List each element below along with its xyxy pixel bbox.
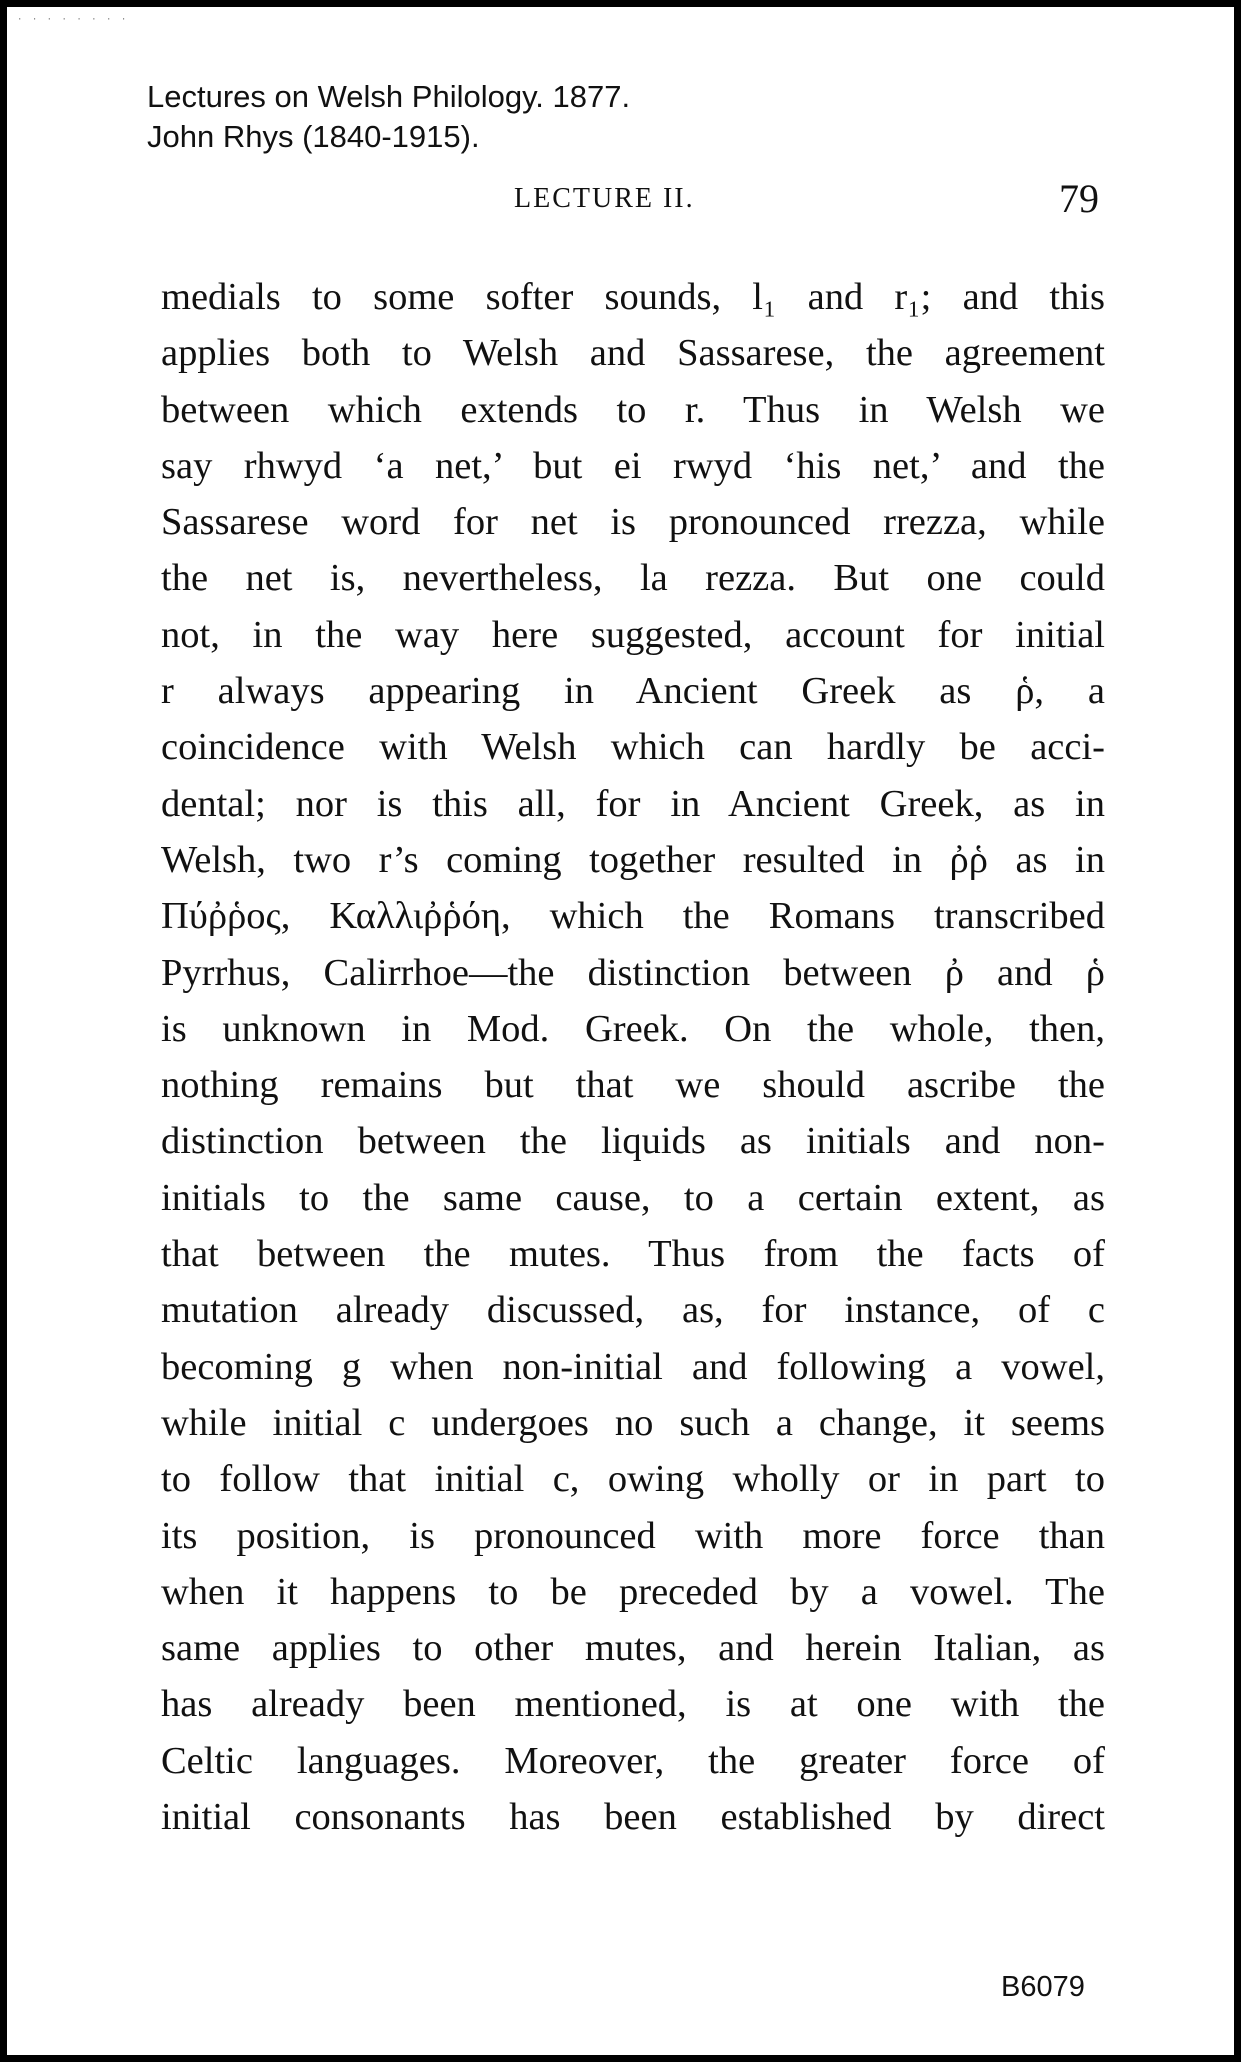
text-line: is unknown in Mod. Greek. On the whole, then, bbox=[161, 1007, 1105, 1050]
text-line: say rhwyd ‘a net,’ but ei rwyd ‘his net,’ and the bbox=[161, 444, 1105, 487]
text-line: applies both to Welsh and Sassarese, the agreement bbox=[161, 332, 1105, 375]
text-line: has already been mentioned, is at one with the bbox=[161, 1683, 1105, 1726]
text-line: medials to some softer sounds, l₁ and r₁; and this bbox=[161, 276, 1105, 318]
text-line: to follow that initial c, owing wholly or in part to bbox=[161, 1458, 1105, 1501]
text-line: that between the mutes. Thus from the facts of bbox=[161, 1233, 1105, 1276]
text-line: r always appearing in Ancient Greek as ῥ, a bbox=[161, 670, 1105, 713]
scan-marks: · · · · · · · · bbox=[17, 15, 129, 25]
chapter-title: LECTURE II. bbox=[514, 183, 695, 214]
text-line: coincidence with Welsh which can hardly be acci- bbox=[161, 726, 1105, 769]
text-line: not, in the way here suggested, account for initial bbox=[161, 613, 1105, 656]
body-text bbox=[161, 269, 1105, 1845]
citation-title: Lectures on Welsh Philology. 1877. bbox=[147, 79, 631, 114]
text-line: same applies to other mutes, and herein Italian, as bbox=[161, 1627, 1105, 1670]
catalog-number: B6079 bbox=[1001, 1971, 1085, 2003]
text-line: between which extends to r. Thus in Welsh we bbox=[161, 388, 1105, 431]
text-line: mutation already discussed, as, for instance, of c bbox=[161, 1289, 1105, 1332]
page-number: 79 bbox=[1059, 176, 1099, 221]
running-head bbox=[7, 176, 1241, 221]
text-line: its position, is pronounced with more force than bbox=[161, 1514, 1105, 1557]
text-line: Pyrrhus, Calirrhoe—the distinction between ῤ and ῥ bbox=[161, 951, 1105, 994]
text-line: the net is, nevertheless, la rezza. But one could bbox=[161, 557, 1105, 600]
text-line: Πύῤῥος, Καλλιῤῥόη, which the Romans transcribed bbox=[161, 895, 1105, 938]
text-line: initials to the same cause, to a certain extent, as bbox=[161, 1176, 1105, 1219]
text-line: Sassarese word for net is pronounced rrezza, while bbox=[161, 501, 1105, 544]
text-line: initial consonants has been established by direct bbox=[161, 1796, 1105, 1839]
text-line: distinction between the liquids as initials and non- bbox=[161, 1120, 1105, 1163]
text-line: becoming g when non-initial and following a vowel, bbox=[161, 1345, 1105, 1388]
text-line: while initial c undergoes no such a change, it seems bbox=[161, 1401, 1105, 1444]
text-line: when it happens to be preceded by a vowel. The bbox=[161, 1570, 1105, 1613]
citation-block bbox=[147, 77, 630, 157]
text-line: dental; nor is this all, for in Ancient Greek, as in bbox=[161, 782, 1105, 825]
text-line: Welsh, two r’s coming together resulted in ῤῥ as in bbox=[161, 838, 1105, 881]
text-line: nothing remains but that we should ascribe the bbox=[161, 1064, 1105, 1107]
text-line: Celtic languages. Moreover, the greater force of bbox=[161, 1739, 1105, 1782]
citation-author: John Rhys (1840-1915). bbox=[147, 119, 480, 154]
